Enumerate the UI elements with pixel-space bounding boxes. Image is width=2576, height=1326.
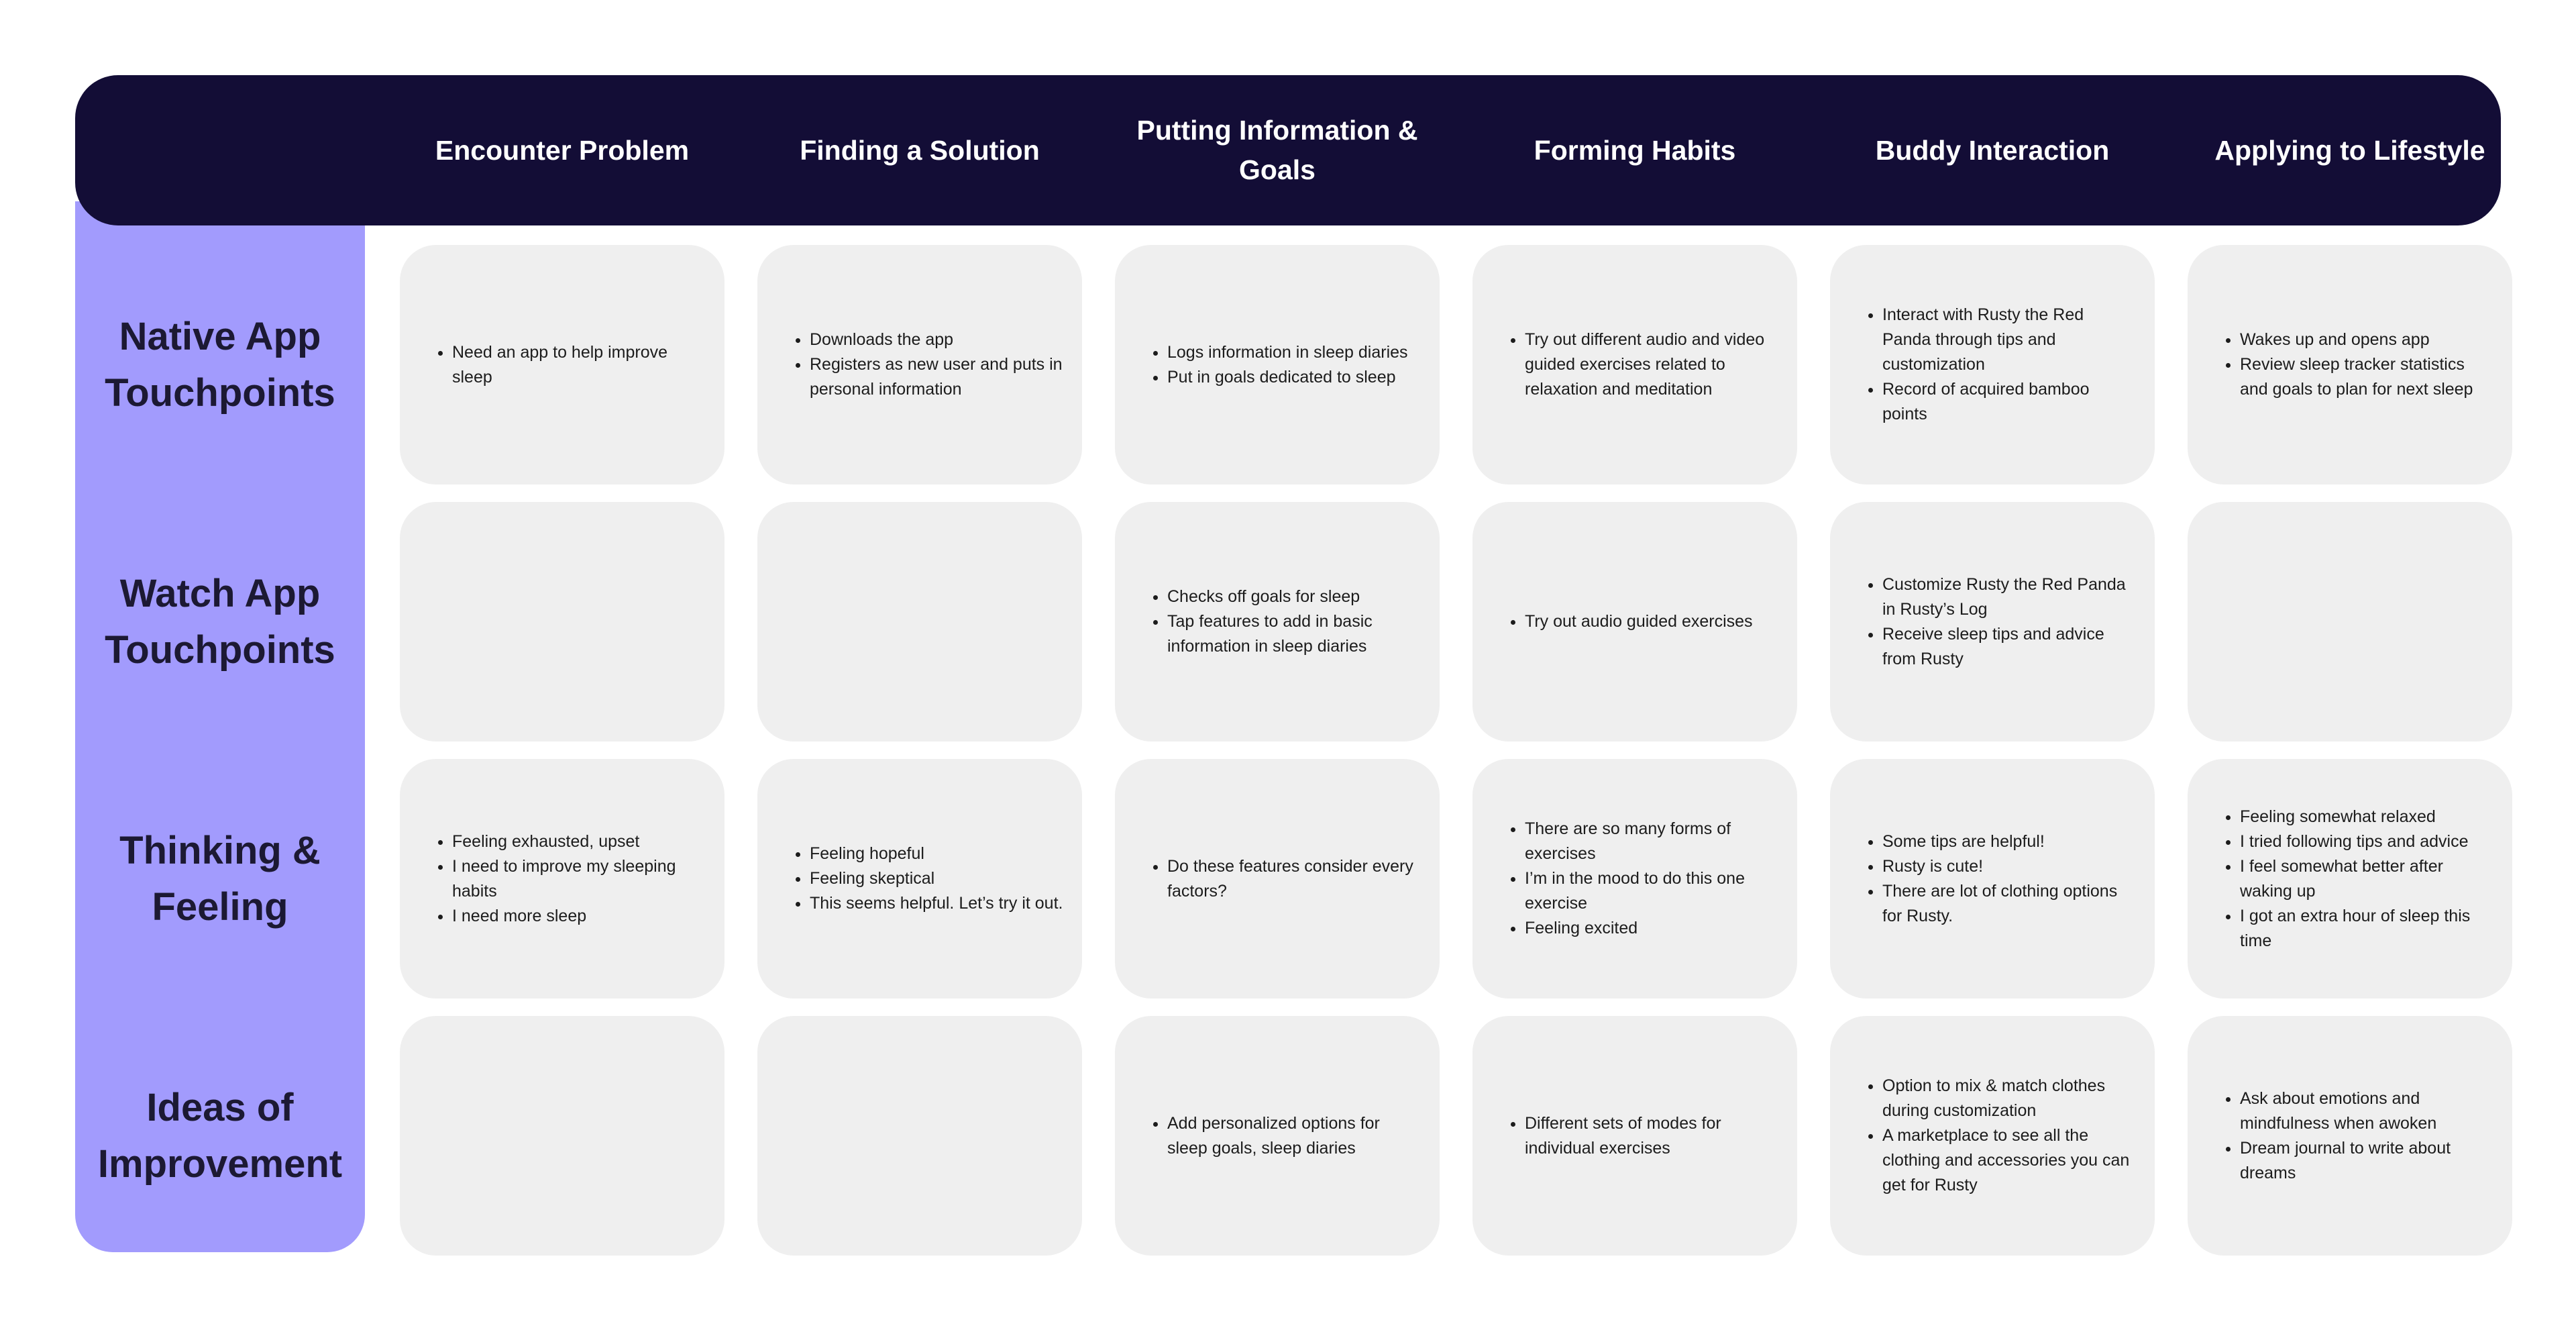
card-bullet-item: • I feel somewhat better after waking up bbox=[2240, 854, 2493, 904]
card-bullet-item: • Tap features to add in basic information in sleep diaries bbox=[1167, 609, 1421, 659]
journey-card bbox=[2188, 245, 2512, 484]
card-bullet-list bbox=[1142, 584, 1421, 659]
card-bullet-item: • Logs information in sleep diaries bbox=[1167, 340, 1408, 365]
journey-card bbox=[1115, 502, 1440, 742]
card-bullet-item: • A marketplace to see all the clothing and accessories you can get for Rusty bbox=[1882, 1123, 2136, 1198]
stage-header-6: Applying to Lifestyle bbox=[2214, 134, 2485, 166]
card-bullet-item: • Option to mix & match clothes during customization bbox=[1882, 1074, 2136, 1123]
card-bullet-item: • Add personalized options for sleep goals, sleep diaries bbox=[1167, 1111, 1421, 1161]
row-label-4: Ideas of Improvement bbox=[97, 1085, 343, 1186]
journey-card bbox=[2188, 759, 2512, 999]
card-bullet-item: • Feeling skeptical bbox=[810, 866, 1063, 891]
journey-card bbox=[1472, 502, 1797, 742]
journey-card bbox=[1115, 1016, 1440, 1256]
card-bullet-list bbox=[1857, 1074, 2136, 1198]
card-bullet-item: • Need an app to help improve sleep bbox=[452, 340, 706, 390]
journey-card bbox=[1115, 759, 1440, 999]
card-bullet-list bbox=[1857, 572, 2136, 672]
card-bullet-list bbox=[784, 327, 1063, 402]
journey-card bbox=[400, 502, 724, 742]
card-bullet-item: • Do these features consider every factors? bbox=[1167, 854, 1421, 904]
card-bullet-list bbox=[427, 829, 706, 929]
card-bullet-item: • Put in goals dedicated to sleep bbox=[1167, 365, 1408, 390]
journey-card bbox=[1472, 245, 1797, 484]
card-bullet-item: • I need to improve my sleeping habits bbox=[452, 854, 706, 904]
row-label-2: Watch App Touchpoints bbox=[105, 571, 335, 672]
journey-card bbox=[2188, 502, 2512, 742]
stage-header-5: Buddy Interaction bbox=[1875, 134, 2110, 166]
card-bullet-list bbox=[1142, 340, 1408, 390]
stage-header-2: Finding a Solution bbox=[800, 134, 1040, 166]
card-bullet-item: • Rusty is cute! bbox=[1882, 854, 2136, 879]
journey-card bbox=[1830, 245, 2155, 484]
journey-card bbox=[757, 759, 1082, 999]
card-bullet-item: • Try out audio guided exercises bbox=[1525, 609, 1753, 634]
card-bullet-item: • Feeling excited bbox=[1525, 916, 1778, 941]
journey-card bbox=[757, 1016, 1082, 1256]
card-bullet-item: • Some tips are helpful! bbox=[1882, 829, 2136, 854]
row-label-1: Native App Touchpoints bbox=[105, 314, 335, 415]
card-bullet-list bbox=[1857, 303, 2136, 427]
card-bullet-item: • Feeling hopeful bbox=[810, 842, 1063, 866]
journey-card bbox=[400, 759, 724, 999]
card-bullet-list bbox=[2214, 327, 2493, 402]
journey-card bbox=[1830, 759, 2155, 999]
card-bullet-item: • Receive sleep tips and advice from Rusty bbox=[1882, 622, 2136, 672]
card-bullet-item: • Wakes up and opens app bbox=[2240, 327, 2493, 352]
journey-card bbox=[757, 502, 1082, 742]
card-bullet-list bbox=[1142, 1111, 1421, 1161]
card-bullet-item: • This seems helpful. Let’s try it out. bbox=[810, 891, 1063, 916]
card-bullet-item: • Record of acquired bamboo points bbox=[1882, 377, 2136, 427]
card-bullet-item: • Try out different audio and video guided exercises related to relaxation and meditation bbox=[1525, 327, 1778, 402]
journey-card bbox=[757, 245, 1082, 484]
journey-card bbox=[400, 1016, 724, 1256]
card-bullet-list bbox=[1499, 327, 1778, 402]
card-bullet-item: • I’m in the mood to do this one exercise bbox=[1525, 866, 1778, 916]
journey-card bbox=[2188, 1016, 2512, 1256]
journey-card bbox=[1115, 245, 1440, 484]
card-bullet-list bbox=[1857, 829, 2136, 929]
card-bullet-item: • I tried following tips and advice bbox=[2240, 829, 2493, 854]
journey-card bbox=[1472, 1016, 1797, 1256]
card-bullet-item: • Dream journal to write about dreams bbox=[2240, 1136, 2493, 1186]
card-bullet-item: • There are lot of clothing options for Rusty. bbox=[1882, 879, 2136, 929]
card-bullet-list bbox=[1499, 609, 1753, 634]
card-bullet-item: • Ask about emotions and mindfulness when awoken bbox=[2240, 1086, 2493, 1136]
stage-header-4: Forming Habits bbox=[1534, 134, 1736, 166]
journey-card bbox=[400, 245, 724, 484]
card-bullet-list bbox=[1142, 854, 1421, 904]
row-label-3: Thinking & Feeling bbox=[119, 828, 321, 929]
card-bullet-item: • Different sets of modes for individual exercises bbox=[1525, 1111, 1778, 1161]
card-bullet-list bbox=[1499, 817, 1778, 941]
card-bullet-item: • Review sleep tracker statistics and goals to plan for next sleep bbox=[2240, 352, 2493, 402]
card-bullet-list bbox=[1499, 1111, 1778, 1161]
stage-header-1: Encounter Problem bbox=[435, 134, 690, 166]
journey-card bbox=[1472, 759, 1797, 999]
stage-header-3: Putting Information & Goals bbox=[1136, 115, 1418, 185]
card-bullet-list bbox=[784, 842, 1063, 916]
card-bullet-item: • Checks off goals for sleep bbox=[1167, 584, 1421, 609]
card-bullet-list bbox=[2214, 805, 2493, 954]
journey-card bbox=[1830, 1016, 2155, 1256]
card-bullet-item: • Interact with Rusty the Red Panda through tips and customization bbox=[1882, 303, 2136, 377]
card-bullet-item: • I need more sleep bbox=[452, 904, 706, 929]
card-bullet-item: • Registers as new user and puts in personal information bbox=[810, 352, 1063, 402]
card-bullet-item: • I got an extra hour of sleep this time bbox=[2240, 904, 2493, 954]
card-bullet-item: • Feeling exhausted, upset bbox=[452, 829, 706, 854]
card-bullet-list bbox=[427, 340, 706, 390]
card-bullet-item: • Feeling somewhat relaxed bbox=[2240, 805, 2493, 829]
card-bullet-list bbox=[2214, 1086, 2493, 1186]
card-bullet-item: • There are so many forms of exercises bbox=[1525, 817, 1778, 866]
journey-card bbox=[1830, 502, 2155, 742]
card-bullet-item: • Downloads the app bbox=[810, 327, 1063, 352]
card-bullet-item: • Customize Rusty the Red Panda in Rusty’s Log bbox=[1882, 572, 2136, 622]
